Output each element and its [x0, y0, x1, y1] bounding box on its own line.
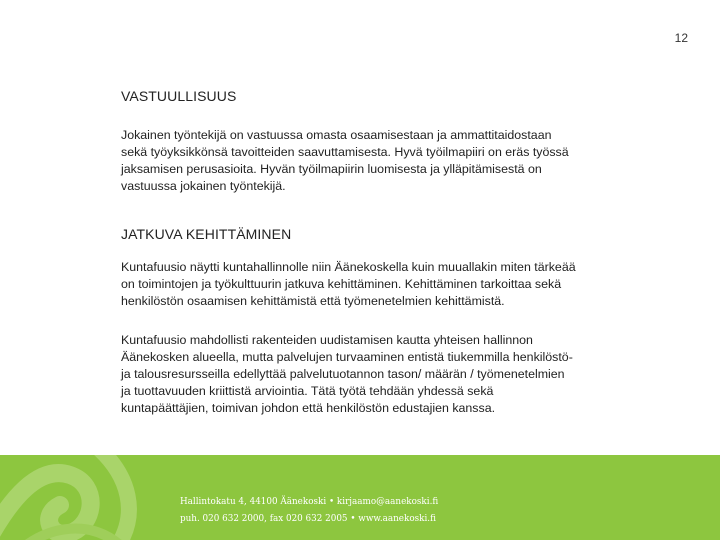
paragraph-development-1: [121, 259, 656, 310]
paragraph-line: on toimintojen ja työkulttuurin jatkuva kehittäminen. Kehittäminen tarkoittaa sekä: [121, 277, 562, 291]
paragraph-line: Jokainen työntekijä on vastuussa omasta osaamisestaan ja ammattitaidostaan: [121, 128, 552, 142]
paragraph-line: ja tuottavuuden kriittistä arviointia. Tätä työtä tehdään yhdessä sekä: [121, 384, 494, 398]
page-number: 12: [674, 31, 688, 45]
paragraph-development-2: [121, 332, 656, 417]
section-heading-development: JATKUVA KEHITTÄMINEN: [121, 226, 292, 242]
paragraph-line: vastuussa jokainen työntekijä.: [121, 179, 286, 193]
paragraph-responsibility: [121, 127, 656, 195]
paragraph-line: jaksamisen perusasioita. Hyvän työilmapiirin luomisesta ja ylläpitämisestä on: [121, 162, 542, 176]
footer-phone: puh. 020 632 2000, fax 020 632 2005 • www.aanekoski.fi: [180, 514, 436, 524]
paragraph-line: Äänekosken alueella, mutta palvelujen turvaaminen entistä tiukemmilla henkilöstö-: [121, 350, 573, 364]
section-heading-responsibility: VASTUULLISUUS: [121, 88, 237, 104]
paragraph-line: ja talousresursseilla edellyttää palvelutuotannon tason/ määrän / työmenetelmien: [121, 367, 565, 381]
paragraph-line: kuntapäättäjien, toimivan johdon että henkilöstön edustajien kanssa.: [121, 401, 496, 415]
footer-contact: [180, 494, 540, 528]
paragraph-line: Kuntafuusio mahdollisti rakenteiden uudistamisen kautta yhteisen hallinnon: [121, 333, 533, 347]
footer-address: Hallintokatu 4, 44100 Äänekoski • kirjaamo@aanekoski.fi: [180, 497, 439, 507]
paragraph-line: henkilöstön osaamisen kehittämistä että työmenetelmien kehittämistä.: [121, 294, 505, 308]
paragraph-line: sekä työyksikkönsä tavoitteiden saavuttamisesta. Hyvä työilmapiiri on eräs työssä: [121, 145, 569, 159]
paragraph-line: Kuntafuusio näytti kuntahallinnolle niin Äänekoskella kuin muuallakin miten tärkeää: [121, 260, 576, 274]
